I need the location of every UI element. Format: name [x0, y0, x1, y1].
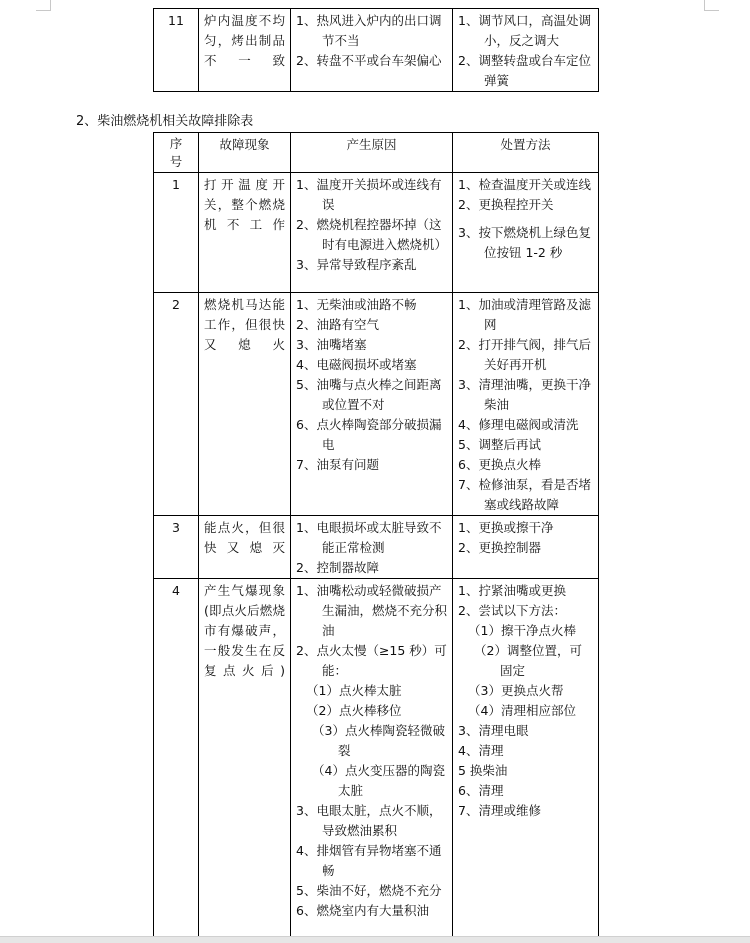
method-item: 4、修理电磁阀或清洗 [458, 417, 579, 432]
row-number: 3 [154, 516, 199, 579]
fault-symptom: 炉内温度不均匀，烤出制品不一致 [199, 9, 291, 92]
header-cause: 产生原因 [291, 133, 453, 173]
cause-cell [291, 293, 453, 516]
cause-item: 2、燃烧机程控器坏掉（这时有电源进入燃烧机） [296, 217, 448, 252]
cause-item: 1、电眼损坏或太脏导致不能正常检测 [296, 520, 442, 555]
cause-item: 2、点火太慢（≥15 秒）可能： [296, 643, 447, 678]
header-no: 序号 [154, 133, 199, 173]
method-item: 2、调整转盘或台车定位弹簧 [458, 53, 591, 88]
cause-item: 5、柴油不好，燃烧不充分 [296, 883, 442, 898]
method-item: 7、检修油泵，看是否堵塞或线路故障 [458, 477, 591, 512]
cause-subitem: （2）点火棒移位 [306, 703, 402, 718]
method-item: 1、检查温度开关或连线 [458, 177, 591, 192]
table-row [154, 173, 599, 293]
method-cell [453, 173, 599, 293]
method-subitem: （1）擦干净点火棒 [468, 623, 576, 638]
spacer [458, 215, 593, 223]
cause-cell [291, 579, 453, 939]
method-subitem: （4）清理相应部位 [468, 703, 576, 718]
row-number: 4 [154, 579, 199, 939]
cause-item: 3、异常导致程序紊乱 [296, 257, 417, 272]
table-row [154, 579, 599, 939]
method-item: 5、调整后再试 [458, 437, 541, 452]
method-item: 4、清理 [458, 743, 504, 758]
table-row [154, 9, 599, 92]
fault-symptom: 产生气爆现象(即点火后燃烧市有爆破声，一般发生在反复点火后) [199, 579, 291, 939]
fault-symptom: 打开温度开关，整个燃烧机不工作 [199, 173, 291, 293]
cause-item: 3、油嘴堵塞 [296, 337, 367, 352]
cause-item: 6、点火棒陶瓷部分破损漏电 [296, 417, 442, 452]
method-item: 1、更换或擦干净 [458, 520, 554, 535]
cause-item: 6、燃烧室内有大量积油 [296, 903, 429, 918]
header-symptom: 故障现象 [199, 133, 291, 173]
cause-item: 5、油嘴与点火棒之间距离或位置不对 [296, 377, 442, 412]
cause-item: 3、电眼太脏，点火不顺，导致燃油累积 [296, 803, 442, 838]
table-row [154, 516, 599, 579]
method-cell [453, 293, 599, 516]
cause-item: 1、热风进入炉内的出口调节不当 [296, 13, 442, 48]
fault-symptom: 能点火，但很快又熄灭 [199, 516, 291, 579]
method-item: 3、清理油嘴，更换干净柴油 [458, 377, 591, 412]
method-item: 2、更换程控开关 [458, 197, 554, 212]
cause-item: 2、控制器故障 [296, 560, 379, 575]
method-item: 2、尝试以下方法： [458, 603, 566, 618]
cause-cell [291, 9, 453, 92]
burner-fault-table [153, 132, 599, 939]
method-subitem: （2）调整位置，可固定 [474, 643, 582, 678]
row-number: 1 [154, 173, 199, 293]
cause-subitem: （1）点火棒太脏 [306, 683, 402, 698]
cause-subitem: （3）点火棒陶瓷轻微破裂 [312, 723, 445, 758]
method-cell [453, 9, 599, 92]
table-row [154, 293, 599, 516]
row-number: 11 [154, 9, 199, 92]
header-method: 处置方法 [453, 133, 599, 173]
cause-item: 7、油泵有问题 [296, 457, 379, 472]
method-item: 2、打开排气阀，排气后关好再开机 [458, 337, 591, 372]
method-item: 7、清理或维修 [458, 803, 541, 818]
cause-item: 1、无柴油或油路不畅 [296, 297, 417, 312]
method-item: 2、更换控制器 [458, 540, 541, 555]
method-item: 3、清理电眼 [458, 723, 529, 738]
method-cell [453, 516, 599, 579]
cause-item: 1、油嘴松动或轻微破损产生漏油，燃烧不充分积油 [296, 583, 448, 638]
cause-item: 4、排烟管有异物堵塞不通畅 [296, 843, 442, 878]
method-subitem: （3）更换点火帮 [468, 683, 564, 698]
margin-corner-mark [36, 0, 51, 11]
section-title: 2、柴油燃烧机相关故障排除表 [76, 114, 254, 129]
fault-symptom: 燃烧机马达能工作，但很快又熄火 [199, 293, 291, 516]
method-item: 3、按下燃烧机上绿色复位按钮 1-2 秒 [458, 225, 591, 260]
cause-item: 2、转盘不平或台车架偏心 [296, 53, 442, 68]
margin-corner-mark [704, 0, 719, 11]
method-item: 6、清理 [458, 783, 504, 798]
cause-cell [291, 516, 453, 579]
method-item: 1、拧紧油嘴或更换 [458, 583, 566, 598]
cause-item: 1、温度开关损坏或连线有误 [296, 177, 442, 212]
cause-cell [291, 173, 453, 293]
table-header-row [154, 133, 599, 173]
method-cell [453, 579, 599, 939]
method-item: 6、更换点火棒 [458, 457, 541, 472]
method-item: 1、加油或清理管路及滤网 [458, 297, 591, 332]
method-item: 5 换柴油 [458, 763, 508, 778]
cause-item: 4、电磁阀损坏或堵塞 [296, 357, 417, 372]
fault-table-continued [153, 8, 599, 92]
method-item: 1、调节风口，高温处调小，反之调大 [458, 13, 591, 48]
row-number: 2 [154, 293, 199, 516]
cause-item: 2、油路有空气 [296, 317, 379, 332]
cause-subitem: （4）点火变压器的陶瓷太脏 [312, 763, 445, 798]
